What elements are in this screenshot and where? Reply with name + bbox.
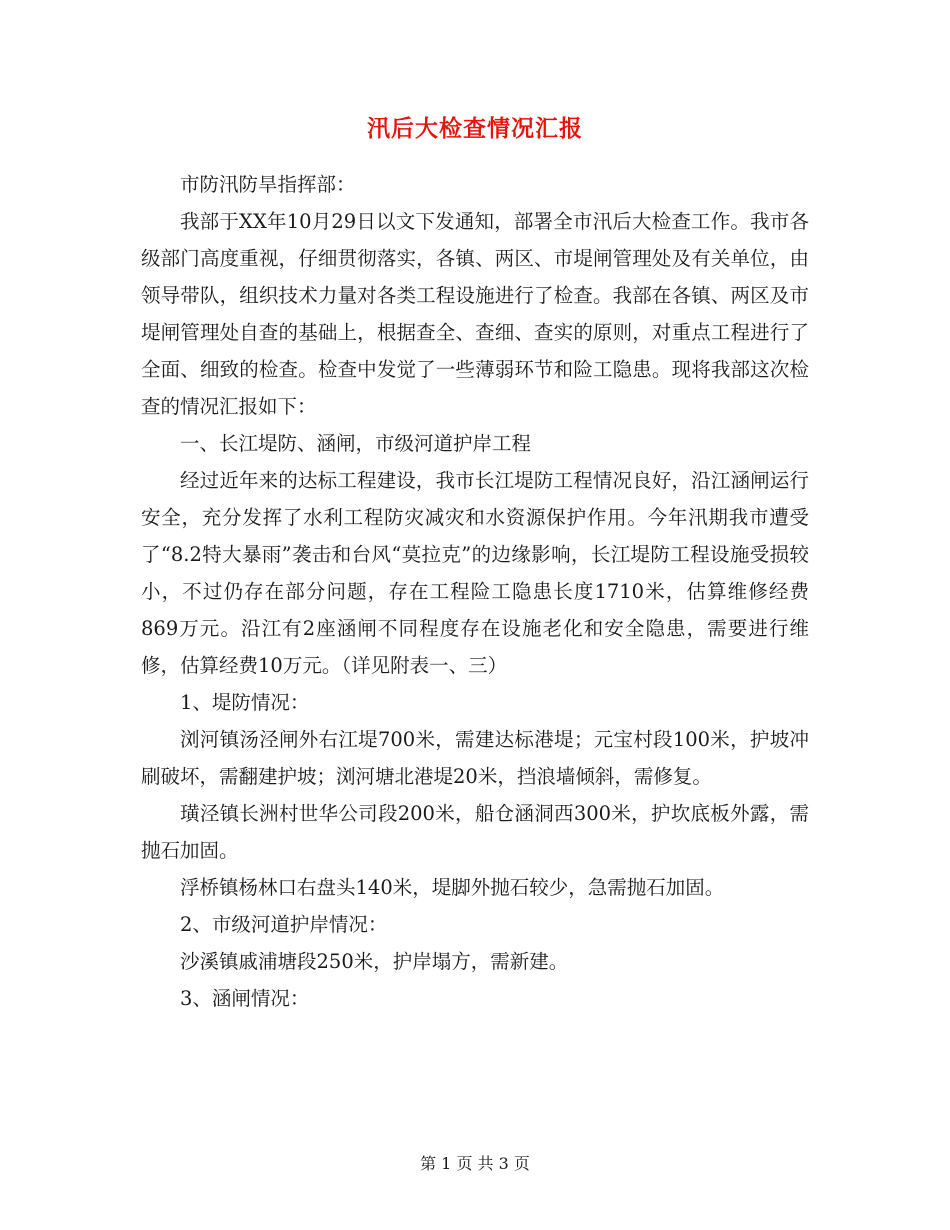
revetment-paragraph-shaxi: 沙溪镇戚浦塘段250米，护岸塌方，需新建。 <box>180 950 569 973</box>
section-heading-1: 一、长江堤防、涵闸，市级河道护岸工程 <box>180 432 532 455</box>
salutation: 市防汛防旱指挥部： <box>180 173 356 196</box>
subheading-sluice: 3、涵闸情况： <box>180 987 310 1010</box>
subheading-river-revetment: 2、市级河道护岸情况： <box>180 913 388 936</box>
intro-paragraph: 我部于XX年10月29日以文下发通知，部署全市汛后大检查工作。我市各级部门高度重视，仔细贯彻落实，各镇、两区、市堤闸管理处及有关单位，由领导带队，组织技术力量对各类工程设施进行了检查。我部在各镇、两区及市堤闸管理处自查的基础上，根据查全、查细、查实的原则，对重点工程进行了全面、细致的检查。检查中发觉了一些薄弱环节和险工隐患。现将我部这次检查的情况汇报如下： <box>141 210 809 418</box>
levee-paragraph-huangjing: 璜泾镇长洲村世华公司段200米，船仓涵洞西300米，护坎底板外露，需抛石加固。 <box>141 802 809 862</box>
subheading-levee: 1、堤防情况： <box>180 691 310 714</box>
levee-paragraph-liuhe: 浏河镇汤泾闸外右江堤700米，需建达标港堤；元宝村段100米，护坡冲刷破坏，需翻建护坡；浏河塘北港堤20米，挡浪墙倾斜，需修复。 <box>141 728 809 788</box>
document-body <box>141 166 809 1017</box>
section-paragraph-1: 经过近年来的达标工程建设，我市长江堤防工程情况良好，沿江涵闸运行安全，充分发挥了水利工程防灾减灾和水资源保护作用。今年汛期我市遭受了“8.2特大暴雨”袭击和台风“莫拉克”的边缘影响，长江堤防工程设施受损较小，不过仍存在部分问题，存在工程险工隐患长度1710米，估算维修经费869万元。沿江有2座涵闸不同程度存在设施老化和安全隐患，需要进行维修，估算经费10万元。（详见附表一、三） <box>141 469 809 677</box>
levee-paragraph-fuqiao: 浮桥镇杨林口右盘头140米，堤脚外抛石较少，急需抛石加固。 <box>180 876 725 899</box>
document-title: 汛后大检查情况汇报 <box>367 115 583 142</box>
page-number: 第 1 页 共 3 页 <box>420 1154 530 1173</box>
